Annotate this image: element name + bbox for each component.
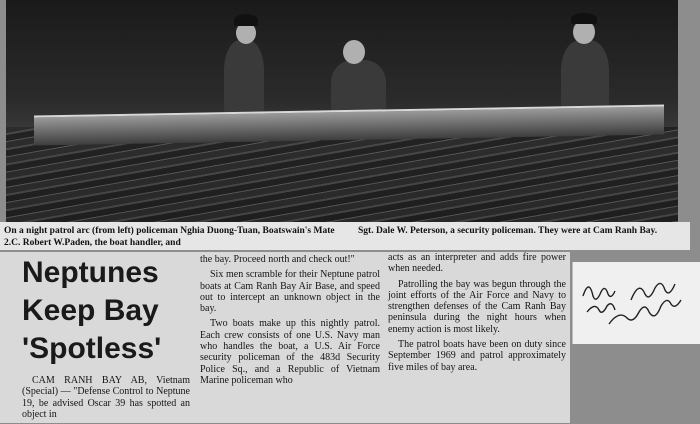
photo-caption (0, 222, 690, 250)
headline-line: Keep Bay (22, 294, 159, 327)
headline-line: 'Spotless' (22, 332, 162, 365)
article-column-1 (22, 375, 190, 424)
paragraph: the bay. Proceed north and check out!" (200, 254, 355, 265)
paragraph: acts as an interpreter and adds fire power when needed. (388, 252, 566, 275)
caption-left: On a night patrol arc (from left) policeman Nghia Duong-Tuan, Boatswain's Mate 2.C. Robert W.Paden, the boat handler, and (4, 226, 335, 248)
paragraph: CAM RANH BAY AB, Vietnam (Special) — "Defense Control to Neptune 19, be advised Oscar 39 has spotted an object in (22, 375, 190, 420)
headline (22, 254, 182, 368)
paragraph: Six men scramble for their Neptune patrol boats at Cam Ranh Bay Air Base, and speed out to intercept an unknown object in the bay. (200, 269, 380, 315)
paragraph: The patrol boats have been on duty since September 1969 and patrol approximately five miles of bay area. (388, 339, 566, 373)
paragraph: Patrolling the bay was begun through the joint efforts of the Air Force and Navy to strengthen defenses of the Cam Ranh Bay peninsula during the night hours when enemy action is most likely. (388, 278, 566, 335)
headline-line: Neptunes (22, 256, 159, 289)
policeman-cap (234, 14, 258, 26)
security-policeman-cap (571, 13, 597, 24)
patrol-boat-photo (6, 0, 678, 222)
article-column-3 (388, 252, 566, 377)
security-policeman-figure (561, 40, 609, 115)
policeman-figure (224, 40, 264, 115)
caption-right: Sgt. Dale W. Peterson, a security policeman. They were at Cam Ranh Bay. (358, 226, 658, 236)
handwriting-signature (579, 266, 697, 340)
paragraph: Two boats make up this nightly patrol. Each crew consists of one U.S. Navy man who handles the boat, a U.S. Air Force security policeman of the 483d Security Police Sq., and a Republic of Vietnam Marine policeman who (200, 318, 380, 386)
boat-handler-figure (331, 60, 386, 115)
news-article (0, 252, 570, 423)
handwritten-note (572, 262, 700, 344)
article-column-2 (200, 254, 380, 390)
boat-handler-head (343, 40, 365, 64)
